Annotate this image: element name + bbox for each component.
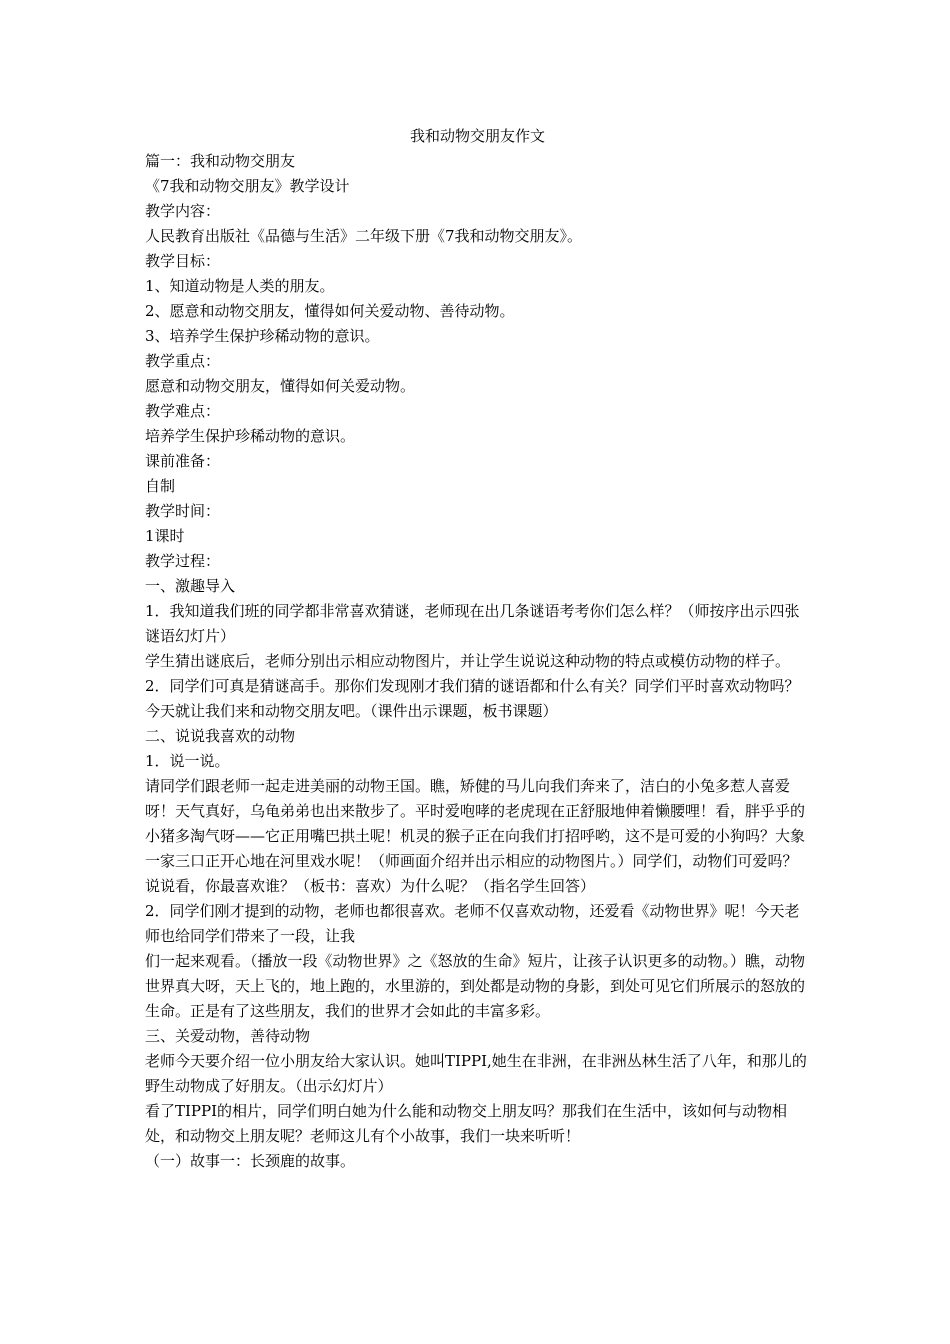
paragraph: 自制 bbox=[145, 477, 176, 495]
paragraph: 1、知道动物是人类的朋友。 bbox=[145, 277, 335, 295]
paragraph: 1．我知道我们班的同学都非常喜欢猜谜，老师现在出几条谜语考考你们怎么样？（师按序出示四张谜语幻灯片） bbox=[145, 602, 800, 645]
paragraph: 二、说说我喜欢的动物 bbox=[145, 727, 296, 745]
paragraph: 培养学生保护珍稀动物的意识。 bbox=[145, 427, 356, 445]
paragraph: 2．同学们可真是猜谜高手。那你们发现刚才我们猜的谜语都和什么有关？同学们平时喜欢动物吗？今天就让我们来和动物交朋友吧。（课件出示课题，板书课题） bbox=[145, 677, 800, 720]
document-title: 我和动物交朋友作文 bbox=[409, 127, 545, 145]
paragraph: 2、愿意和动物交朋友，懂得如何关爱动物、善待动物。 bbox=[145, 302, 515, 320]
paragraph: 老师今天要介绍一位小朋友给大家认识。她叫TIPPI,她生在非洲，在非洲丛林生活了八年，和那儿的野生动物成了好朋友。（出示幻灯片） bbox=[145, 1052, 807, 1095]
paragraph: 看了TIPPI的相片，同学们明白她为什么能和动物交上朋友吗？那我们在生活中，该如何与动物相处，和动物交上朋友呢？老师这儿有个小故事，我们一块来听听！ bbox=[145, 1102, 788, 1145]
paragraph: 《7我和动物交朋友》教学设计 bbox=[145, 177, 350, 195]
paragraph: 3、培养学生保护珍稀动物的意识。 bbox=[145, 327, 380, 345]
paragraph: 篇一：我和动物交朋友 bbox=[145, 152, 296, 170]
paragraph: 1课时 bbox=[145, 527, 185, 545]
document-body bbox=[145, 149, 810, 1174]
paragraph: 愿意和动物交朋友，懂得如何关爱动物。 bbox=[145, 377, 416, 395]
paragraph: （一）故事一：长颈鹿的故事。 bbox=[145, 1152, 356, 1170]
paragraph: 教学重点： bbox=[145, 352, 221, 370]
paragraph: 教学目标： bbox=[145, 252, 221, 270]
paragraph: 学生猜出谜底后，老师分别出示相应动物图片，并让学生说说这种动物的特点或模仿动物的样子。 bbox=[145, 652, 791, 670]
document-page bbox=[145, 124, 810, 1174]
paragraph: 请同学们跟老师一起走进美丽的动物王国。瞧，矫健的马儿向我们奔来了，洁白的小兔多惹人喜爱呀！天气真好，乌龟弟弟也出来散步了。平时爱咆哮的老虎现在正舒服地伸着懒腰哩！看，胖乎乎的小猪多淘气呀——它正用嘴巴拱土呢！机灵的猴子正在向我们打招呼哟，这不是可爱的小狗吗？大象一家三口正开心地在河里戏水呢！（师画面介绍并出示相应的动物图片。）同学们，动物们可爱吗？说说看，你最喜欢谁？（板书：喜欢）为什么呢？（指名学生回答） bbox=[145, 777, 806, 895]
paragraph: 人民教育出版社《品德与生活》二年级下册《7我和动物交朋友》。 bbox=[145, 227, 583, 245]
paragraph: 教学难点： bbox=[145, 402, 221, 420]
paragraph: 三、关爱动物，善待动物 bbox=[145, 1027, 311, 1045]
paragraph: 教学过程： bbox=[145, 552, 221, 570]
paragraph: 1．说一说。 bbox=[145, 752, 230, 770]
paragraph: 一、激趣导入 bbox=[145, 577, 236, 595]
paragraph: 教学内容： bbox=[145, 202, 221, 220]
paragraph: 课前准备： bbox=[145, 452, 221, 470]
paragraph: 教学时间： bbox=[145, 502, 221, 520]
paragraph: 们一起来观看。（播放一段《动物世界》之《怒放的生命》短片，让孩子认识更多的动物。）瞧，动物世界真大呀，天上飞的，地上跑的，水里游的，到处都是动物的身影，到处可见它们所展示的怒放的生命。正是有了这些朋友，我们的世界才会如此的丰富多彩。 bbox=[145, 952, 806, 1020]
paragraph: 2．同学们刚才提到的动物，老师也都很喜欢。老师不仅喜欢动物，还爱看《动物世界》呢！今天老师也给同学们带来了一段，让我 bbox=[145, 902, 800, 945]
